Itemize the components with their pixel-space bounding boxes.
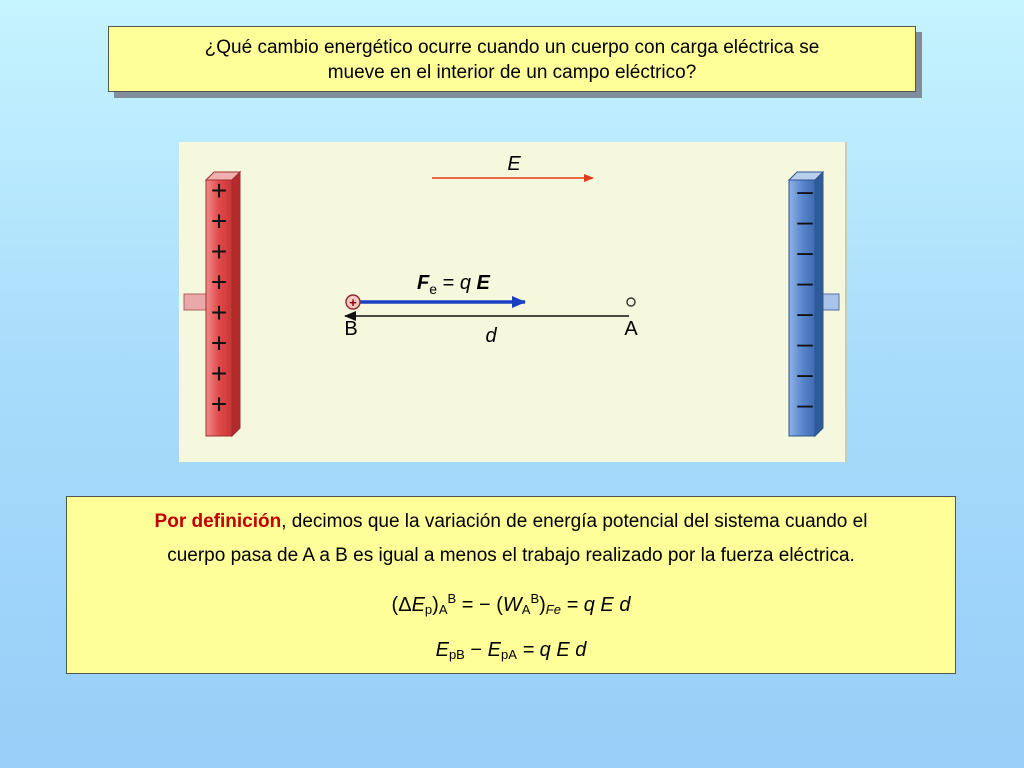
minus-sign: – bbox=[797, 327, 813, 359]
minus-sign: – bbox=[797, 297, 813, 328]
force-E: E bbox=[476, 272, 490, 294]
distance-label: d bbox=[485, 325, 497, 347]
diagram-panel bbox=[179, 142, 847, 462]
minus-sign: – bbox=[797, 236, 813, 267]
plus-sign: + bbox=[210, 175, 228, 206]
eq2-sub2: pA bbox=[500, 647, 517, 662]
force-label bbox=[417, 272, 491, 297]
eq1-rhs: = q E d bbox=[560, 594, 631, 616]
minus-sign: – bbox=[797, 205, 813, 237]
negative-sign-group bbox=[797, 175, 813, 420]
eq1-W-sub: A bbox=[521, 602, 531, 617]
plus-sign: + bbox=[210, 327, 228, 359]
question-box bbox=[108, 26, 916, 92]
positive-plate-connector bbox=[184, 294, 206, 310]
eq1-W: W bbox=[502, 594, 522, 616]
eq2-E2: E bbox=[487, 639, 501, 661]
charge-sign: + bbox=[349, 295, 357, 310]
electric-field-diagram bbox=[179, 142, 847, 462]
force-equals: = bbox=[437, 272, 460, 294]
eq2-rhs: = q E d bbox=[516, 639, 587, 661]
point-B-label: B bbox=[344, 318, 358, 340]
plus-sign: + bbox=[210, 358, 228, 389]
definition-box bbox=[66, 496, 956, 674]
eq1-close: ) bbox=[432, 594, 439, 616]
eq1-p: p bbox=[424, 602, 433, 617]
point-A-label: A bbox=[624, 318, 638, 340]
definition-line-1 bbox=[67, 511, 955, 533]
eq1-sub-A: A bbox=[438, 602, 448, 617]
force-subscript: e bbox=[429, 281, 438, 297]
minus-sign: – bbox=[797, 388, 813, 420]
plus-sign: + bbox=[210, 236, 228, 267]
positive-plate bbox=[184, 172, 240, 436]
eq1-E: E bbox=[411, 594, 425, 616]
definition-bold: Por definición bbox=[154, 511, 282, 532]
question-line-1: ¿Qué cambio energético ocurre cuando un cuerpo con carga eléctrica se bbox=[204, 37, 820, 58]
eq1-open: (Δ bbox=[391, 594, 412, 616]
definition-line-2: cuerpo pasa de A a B es igual a menos el trabajo realizado por la fuerza eléctrica. bbox=[167, 545, 855, 566]
equation-2 bbox=[67, 639, 955, 662]
plus-sign: + bbox=[210, 297, 228, 328]
point-A-marker bbox=[627, 298, 635, 306]
eq1-W-sup: B bbox=[530, 591, 540, 606]
plus-sign: + bbox=[210, 388, 228, 420]
eq1-close2: ) bbox=[539, 594, 546, 616]
minus-sign: – bbox=[797, 175, 813, 206]
eq2-minus: − bbox=[464, 639, 488, 661]
negative-plate bbox=[789, 172, 839, 436]
minus-sign: – bbox=[797, 358, 813, 389]
force-symbol: F bbox=[417, 272, 430, 294]
plus-sign: + bbox=[210, 266, 228, 298]
minus-sign: – bbox=[797, 266, 813, 298]
eq2-E1: E bbox=[435, 639, 449, 661]
eq1-mid: = − ( bbox=[456, 594, 503, 616]
equation-1 bbox=[67, 591, 955, 617]
definition-text-1: , decimos que la variación de energía potencial del sistema cuando el bbox=[281, 511, 868, 532]
positive-sign-group bbox=[211, 175, 227, 420]
plus-sign: + bbox=[210, 205, 228, 237]
eq1-sup-B: B bbox=[447, 591, 457, 606]
question-line-2: mueve en el interior de un campo eléctrico? bbox=[327, 62, 697, 83]
force-q: q bbox=[459, 272, 471, 294]
eq2-sub1: pB bbox=[448, 647, 465, 662]
field-label: E bbox=[507, 153, 521, 175]
eq1-Fe: Fe bbox=[545, 602, 561, 617]
